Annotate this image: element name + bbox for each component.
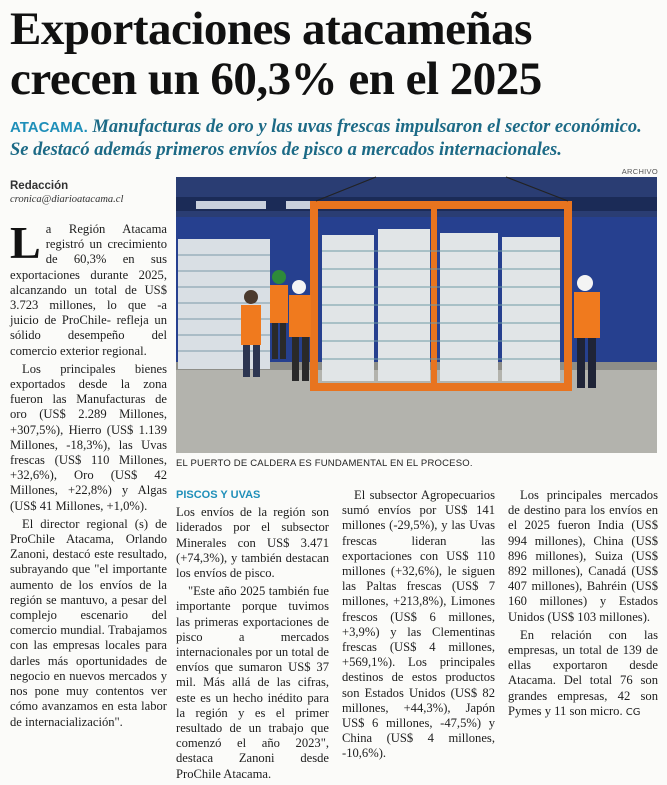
paragraph-exports: Los principales bienes exportados desde la zona fueron las Manufacturas de oro (US$ 2.289 Millones, +307,5%), Hierro (US$ 1.139 Millones, -18,3%), las Uvas frescas (US$ 110 Millones, +32,6%), Oro (US$ 42 Millones, +22,8%) y Algas (US$ 41 Millones, +1,0%).: [10, 361, 167, 513]
dek: [10, 116, 660, 161]
paragraph-companies-text: En relación con las empresas, un total de 139 de ellas exportaron desde Atacama. Del total 76 son grandes empresas, 42 son Pymes y 11 son micro.: [508, 627, 658, 718]
body-column-3: [342, 488, 495, 765]
paragraph-companies: [508, 628, 658, 720]
paragraph-markets: Los principales mercados de destino para los envíos en el 2025 fueron India (US$ 994 millones), China (US$ 896 millones), Suiza (US$ 892 millones), Canadá (US$ 407 millones), Bahréin (US$ 160 millones) y Estados Unidos (US$ 103 millones).: [508, 488, 658, 624]
port-photo: [176, 177, 657, 453]
paragraph-minerals: Los envíos de la región son liderados por el subsector Minerales con US$ 3.471 (+74,3%), y también destacan los envíos de pisco.: [176, 505, 329, 581]
paragraph-pisco-quote: "Este año 2025 también fue importante porque tuvimos las primeras exportaciones de pisco a mercados internacionales por un total de envíos que sumaron US$ 37 mil. Más allá de las cifras, este es un hecho inédito para la región y es el primer resultado de un trabajo que comenzó el año 2023", destaca Zanoni desde ProChile Atacama.: [176, 584, 329, 781]
headline-line-1: Exportaciones atacameñas: [10, 3, 532, 55]
end-mark: CG: [625, 706, 641, 718]
dek-kicker: ATACAMA.: [10, 119, 88, 136]
dek-text: Manufacturas de oro y las uvas frescas impulsaron el sector económico. Se destacó además primeros envíos de pisco a mercados internacionales.: [10, 117, 642, 160]
paragraph-intro-text: a Región Atacama registró un crecimiento de 60,3% en sus exportaciones durante 2025, alcanzando un total de US$ 3.723 millones, lo que -a juicio de ProChile- refleja un sólido desempeño del comercio exterior regional.: [10, 222, 167, 358]
body-column-4: [508, 488, 658, 723]
byline: [10, 180, 170, 205]
paragraph-agro: El subsector Agropecuarios sumó envíos por US$ 141 millones (-29,5%), y las Uvas frescas lideran las exportaciones con US$ 110 millones (+32,6%), le siguen las Paltas frescas (US$ 7 millones, +213,8%), Limones frescos (US$ 6 millones, +3,9%) y las Clementinas frescas (US$ 4 millones, +569,1%). Los principales destinos de estos productos son Estados Unidos (US$ 82 millones, +44,3%), Japón US$ 6 millones, -47,5%) y China (US$ 4 millones, -10,6%).: [342, 488, 495, 761]
photo-credit: ARCHIVO: [621, 167, 658, 176]
photo-caption: EL PUERTO DE CALDERA ES FUNDAMENTAL EN EL PROCESO.: [176, 458, 473, 469]
byline-name: Redacción: [10, 180, 69, 192]
body-column-1: [10, 217, 167, 733]
drop-cap: L: [10, 217, 41, 268]
section-heading: PISCOS Y UVAS: [176, 489, 261, 501]
paragraph-intro: [10, 217, 167, 359]
headline-line-2: crecen un 60,3% en el 2025: [10, 53, 542, 105]
byline-email[interactable]: cronica@diarioatacama.cl: [10, 194, 124, 205]
body-column-2: [176, 488, 329, 785]
port-photo-illustration: [176, 177, 657, 453]
paragraph-director-quote: El director regional (s) de ProChile Atacama, Orlando Zanoni, destacó este resultado, subrayando que "el importante aumento de los envíos de la región se mantuvo, a pesar del complejo escenario del comercio mundial. Trabajamos con las empresas locales para darles más oportunidades de negocio en nuevos mercados y nos pone muy contentos ver cómo avanzamos en esta labor de internacialización".: [10, 516, 167, 729]
headline: [10, 4, 660, 104]
